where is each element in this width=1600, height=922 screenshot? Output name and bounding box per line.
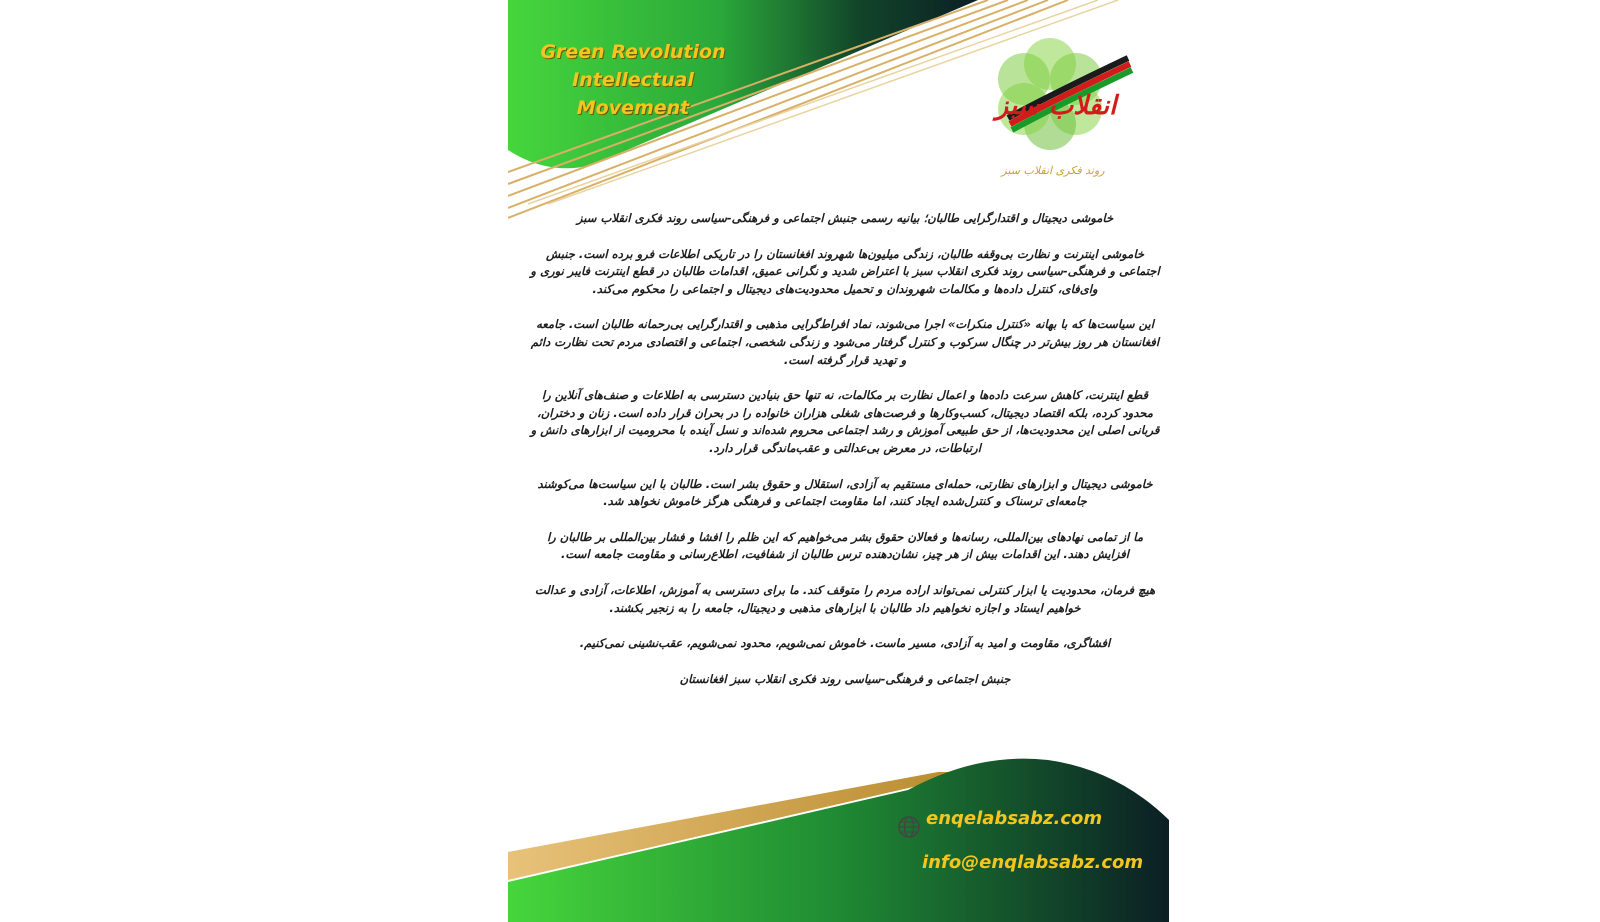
- statement-title: خاموشی دیجیتال و اقتدارگرایی طالبان؛ بیانیه رسمی جنبش اجتماعی و فرهنگی-سیاسی روند فکری انقلاب سبز: [576, 211, 1114, 225]
- movement-title: [528, 38, 738, 122]
- statement-paragraph-2: این سیاست‌ها که با بهانه «کنترل منکرات» اجرا می‌شوند، نماد افراط‌گرایی مذهبی و اقتدارگرایی بی‌رحمانه طالبان است. جامعه افغانستان هر روز بیش‌تر در چنگال سرکوب و کنترل گرفتار می‌شود و زندگی شخصی، اجتماعی و اقتصادی مردم تحت نظارت دائم و تهدید قرار گرفته است.: [530, 317, 1160, 367]
- email-link[interactable]: info@enqlabsabz.com: [922, 852, 1144, 873]
- statement-paragraph-7: افشاگری، مقاومت و امید به آزادی، مسیر ماست. خاموش نمی‌شویم، محدود نمی‌شویم، عقب‌نشینی نمی‌کنیم.: [579, 636, 1111, 651]
- logo-text: انقلاب سبز: [995, 91, 1117, 121]
- movement-title-line-1: Green Revolution: [540, 41, 726, 63]
- statement-paragraph-1: خاموشی اینترنت و نظارت بی‌وقفه طالبان، زندگی میلیون‌ها شهروند افغانستان را در تاریکی اطلاعات فرو برده است. جنبش اجتماعی و فرهنگی-سیاسی روند فکری انقلاب سبز با اعتراض شدید و نگرانی عمیق، اقدامات طالبان در قطع اینترنت فایبر نوری و وای‌فای، کنترل داده‌ها و مکالمات شهروندان و تحمیل محدودیت‌های دیجیتال و اجتماعی را محکوم می‌کند.: [530, 246, 1160, 296]
- globe-icon: [898, 816, 920, 838]
- statement-paragraph-4: خاموشی دیجیتال و ابزارهای نظارتی، حمله‌ای مستقیم به آزادی، استقلال و حقوق بشر است. طالبان با این سیاست‌ها می‌کوشند جامعه‌ای ترسناک و کنترل‌شده ایجاد کنند، اما مقاومت اجتماعی و فرهنگی هرگز خاموش نخواهد شد.: [537, 476, 1153, 509]
- website-link[interactable]: enqelabsabz.com: [926, 808, 1103, 829]
- logo-caption: روند فکری انقلاب سبز: [1001, 164, 1105, 177]
- statement-body: [530, 210, 1160, 706]
- letterhead-page: [508, 0, 1169, 922]
- movement-title-line-2: Intellectual: [572, 69, 694, 91]
- movement-title-line-3: Movement: [576, 97, 690, 119]
- green-revolution-logo: [988, 36, 1138, 154]
- statement-paragraph-5: ما از تمامی نهادهای بین‌المللی، رسانه‌ها و فعالان حقوق بشر می‌خواهیم که این ظلم را افشا و فشار بین‌المللی بر طالبان را افزایش دهند. این اقدامات بیش از هر چیز، نشان‌دهنده ترس طالبان از شفافیت، اطلاع‌رسانی و مقاومت جامعه است.: [546, 529, 1144, 562]
- statement-paragraph-6: هیچ فرمان، محدودیت یا ابزار کنترلی نمی‌تواند اراده مردم را متوقف کند. ما برای دسترسی به آموزش، اطلاعات، آزادی و عدالت خواهیم ایستاد و اجازه نخواهیم داد طالبان با ابزارهای مذهبی و دیجیتال، جامعه را به زنجیر بکشند.: [534, 582, 1156, 615]
- statement-signature: جنبش اجتماعی و فرهنگی-سیاسی روند فکری انقلاب سبز افغانستان: [679, 671, 1011, 686]
- statement-paragraph-3: قطع اینترنت، کاهش سرعت داده‌ها و اعمال نظارت بر مکالمات، نه تنها حق بنیادین دسترسی به اطلاعات و صنف‌های آنلاین را محدود کرده، بلکه اقتصاد دیجیتال، کسب‌وکارها و فرصت‌های شغلی هزاران خانواده را در بحران قرار داده است. زنان و دختران، قربانی اصلی این محدودیت‌ها، از حق طبیعی آموزش و رشد اجتماعی محروم شده‌اند و نسل آینده با محرومیت از ابزارهای دانش و ارتباطات، در معرض بی‌عدالتی و عقب‌ماندگی قرار دارد.: [530, 388, 1160, 455]
